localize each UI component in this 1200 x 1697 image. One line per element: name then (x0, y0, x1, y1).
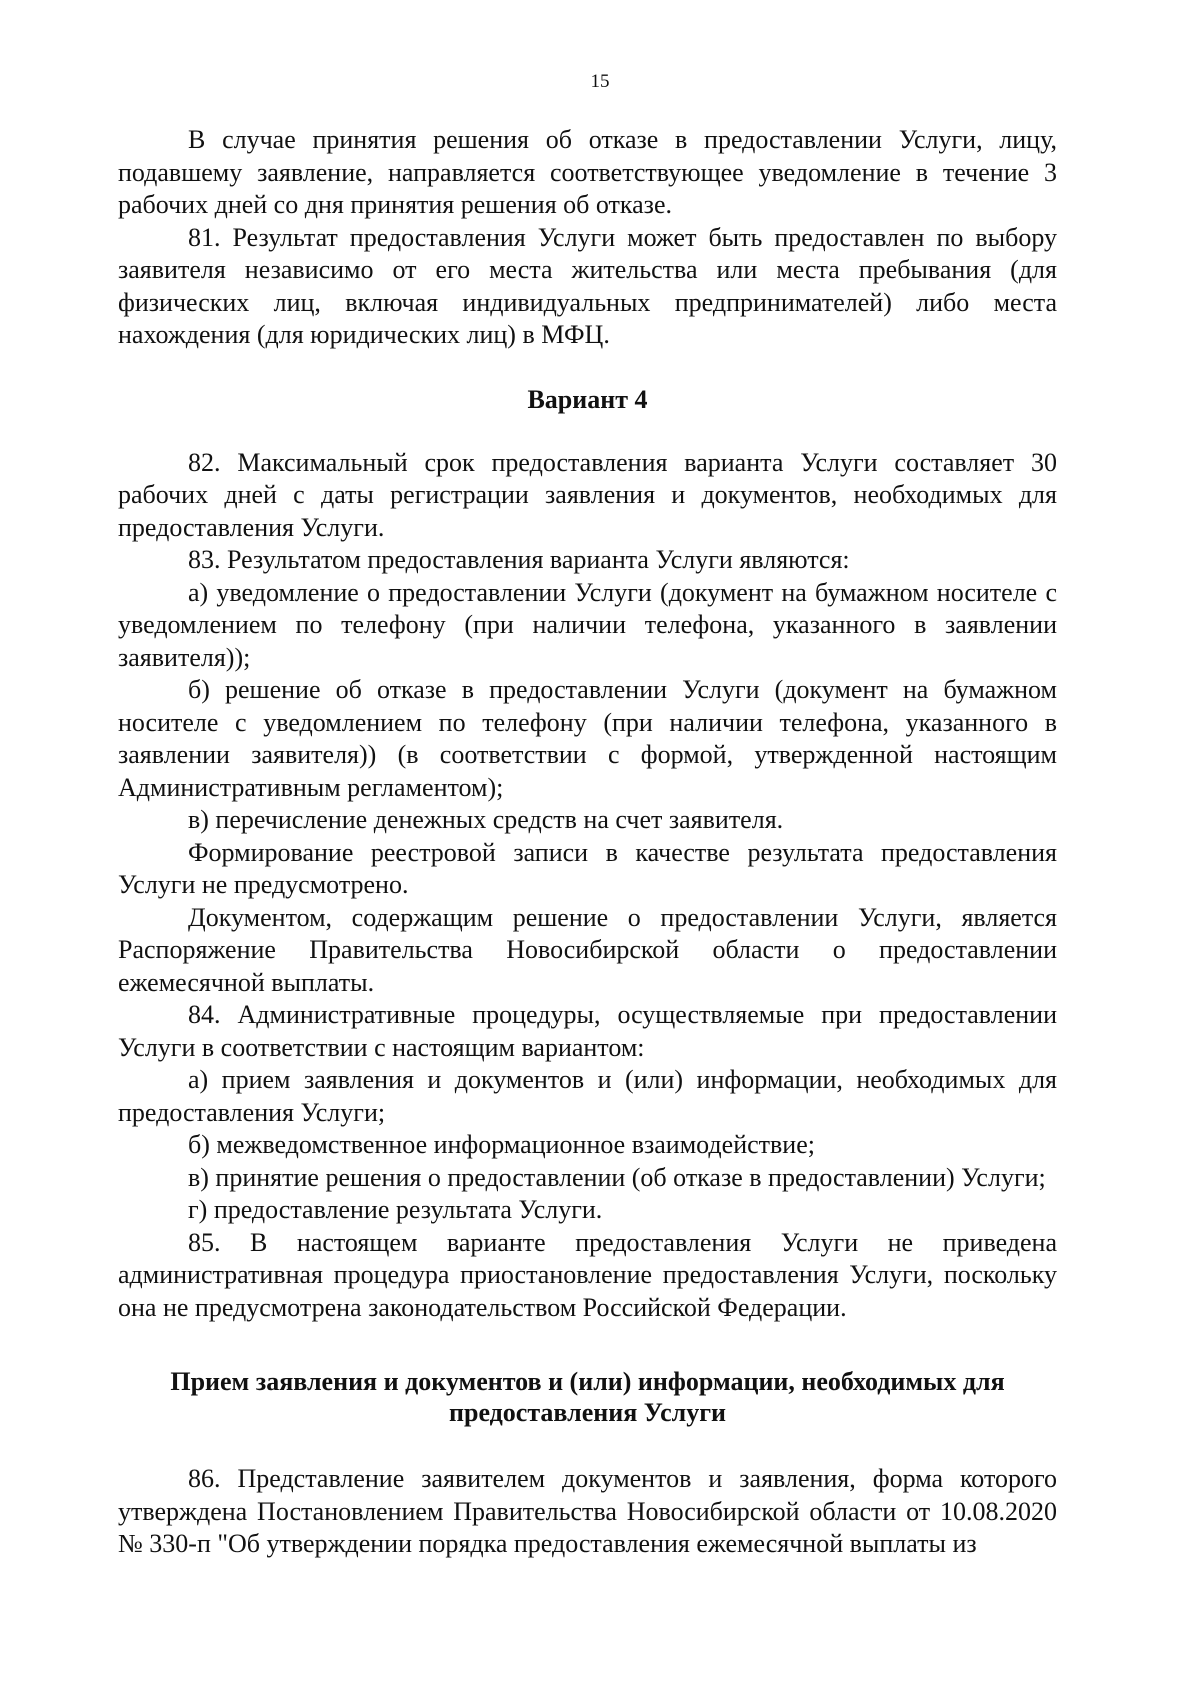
paragraph-81: 81. Результат предоставления Услуги может быть предоставлен по выбору заявителя независимо от его места жительства или места пребывания (для физических лиц, включая индивидуальных предпринимателей) либо места нахождения (для юридических лиц) в МФЦ. (118, 222, 1057, 349)
paragraph-83-b: б) решение об отказе в предоставлении Услуги (документ на бумажном носителе с уведомлением по телефону (при наличии телефона, указанного в заявлении заявителя)) (в соответствии с формой, утвержденной настоящим Административным регламентом); (118, 675, 1057, 802)
paragraph-83-v: в) перечисление денежных средств на счет заявителя. (188, 805, 784, 834)
paragraph-84-v: в) принятие решения о предоставлении (об отказе в предоставлении) Услуги; (188, 1162, 1046, 1192)
page-number: 15 (590, 71, 610, 92)
paragraph-decision-document: Документом, содержащим решение о предоставлении Услуги, является Распоряжение Правительства Новосибирской области о предоставлении ежемесячной выплаты. (118, 902, 1057, 997)
paragraph-registry-record: Формирование реестровой записи в качестве результата предоставления Услуги не предусмотрено. (118, 837, 1057, 899)
paragraph-84-g: г) предоставление результата Услуги. (188, 1195, 603, 1224)
paragraph-85: 85. В настоящем варианте предоставления Услуги не приведена административная процедура приостановление предоставления Услуги, поскольку она не предусмотрена законодательством Российской Федерации. (118, 1227, 1057, 1322)
paragraph-86: 86. Представление заявителем документов и заявления, форма которого утверждена Постановлением Правительства Новосибирской области от 10.08.2020 № 330-п "Об утверждении порядка предоставления ежемесячной выплаты из (118, 1464, 1057, 1558)
heading-application-intake: Прием заявления и документов и (или) информации, необходимых для предоставления Услуги (170, 1367, 1005, 1427)
heading-variant-4: Вариант 4 (527, 384, 648, 414)
paragraph-82: 82. Максимальный срок предоставления варианта Услуги составляет 30 рабочих дней с даты регистрации заявления и документов, необходимых для предоставления Услуги. (118, 447, 1057, 542)
paragraph-refusal-notice: В случае принятия решения об отказе в предоставлении Услуги, лицу, подавшему заявление, направляется соответствующее уведомление в течение 3 рабочих дней со дня принятия решения об отказе. (118, 125, 1057, 219)
document-body (118, 124, 1057, 1561)
paragraph-84: 84. Административные процедуры, осуществляемые при предоставлении Услуги в соответствии с настоящим вариантом: (118, 1000, 1057, 1062)
paragraph-83-a: а) уведомление о предоставлении Услуги (документ на бумажном носителе с уведомлением по телефону (при наличии телефона, указанного в заявлении заявителя)); (118, 577, 1057, 672)
paragraph-84-a: а) прием заявления и документов и (или) информации, необходимых для предоставления Услуги; (118, 1065, 1057, 1127)
paragraph-84-b: б) межведомственное информационное взаимодействие; (188, 1130, 815, 1159)
paragraph-83: 83. Результатом предоставления варианта Услуги являются: (188, 545, 850, 574)
